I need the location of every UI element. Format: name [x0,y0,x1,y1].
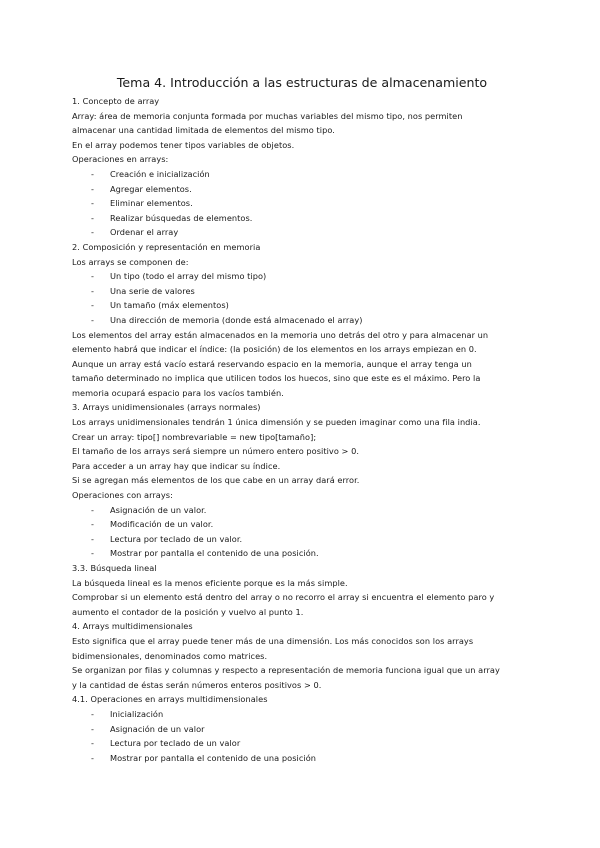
list-item: - Lectura por teclado de un valor [72,736,532,751]
list-item: - Ordenar el array [72,225,532,240]
list-item: - Una serie de valores [72,284,532,299]
multidimensional-operations-list [72,707,532,765]
unidimensional-operations-list [72,503,532,561]
list-item: - Agregar elementos. [72,182,532,197]
list-item: - Lectura por teclado de un valor. [72,532,532,547]
section-heading: 4. Arrays multidimensionales [72,621,193,632]
list-item: - Asignación de un valor. [72,503,532,518]
paragraph-line: Los arrays se componen de: [72,256,189,267]
list-item: - Creación e inicialización [72,167,532,182]
list-item: - Mostrar por pantalla el contenido de una posición. [72,546,532,561]
list-heading: Operaciones con arrays: [72,490,173,501]
list-item: - Eliminar elementos. [72,196,532,211]
list-item: - Realizar búsquedas de elementos. [72,211,532,226]
paragraph-line: En el array podemos tener tipos variables de objetos. [72,139,295,150]
paragraph-line: El tamaño de los arrays será siempre un número entero positivo > 0. [72,446,360,457]
paragraph-line: Si se agregan más elementos de los que cabe en un array dará error. [72,475,360,486]
list-item: - Una dirección de memoria (donde está almacenado el array) [72,313,532,328]
paragraph-line: Los elementos del array están almacenados en la memoria uno detrás del otro y para almacenar un [72,329,489,340]
paragraph-line: memoria ocupará espacio para los vacíos también. [72,387,284,398]
paragraph-line: Crear un array: tipo[] nombrevariable = new tipo[tamaño]; [72,431,317,442]
paragraph-line: La búsqueda lineal es la menos eficiente porque es la más simple. [72,577,348,588]
array-components-list [72,269,532,327]
paragraph-line: Aunque un array está vacío estará reservando espacio en la memoria, aunque el array tenga un [72,358,472,369]
list-item: - Un tipo (todo el array del mismo tipo) [72,269,532,284]
section-heading: 3. Arrays unidimensionales (arrays normales) [72,402,261,413]
document-title: Tema 4. Introducción a las estructuras de almacenamiento [116,75,488,90]
list-heading: Operaciones en arrays: [72,154,169,165]
paragraph-line: Se organizan por filas y columnas y respecto a representación de memoria funciona igual que un array [72,665,500,676]
paragraph-line: elemento habrá que indicar el índice: (la posición) de los elementos en los arrays empiezan en 0. [72,344,477,355]
section-heading: 3.3. Búsqueda lineal [72,563,157,573]
list-item: - Inicialización [72,707,532,722]
list-item: - Mostrar por pantalla el contenido de una posición [72,751,532,766]
paragraph-line: Esto significa que el array puede tener más de una dimensión. Los más conocidos son los arrays [72,635,474,646]
section-heading: 1. Concepto de array [72,96,160,106]
document-page [72,74,532,765]
list-item: - Un tamaño (máx elementos) [72,298,532,313]
list-item: - Asignación de un valor [72,722,532,737]
section-heading: 4.1. Operaciones en arrays multidimensionales [72,694,268,705]
paragraph-line: bidimensionales, denominados como matrices. [72,650,268,661]
paragraph-line: Array: área de memoria conjunta formada por muchas variables del mismo tipo, nos permiten [72,110,463,121]
paragraph-line: aumento el contador de la posición y vuelvo al punto 1. [72,606,304,617]
paragraph-line: y la cantidad de éstas serán números enteros positivos > 0. [72,679,322,690]
paragraph-line: Los arrays unidimensionales tendrán 1 única dimensión y se pueden imaginar como una fila india. [72,417,481,428]
paragraph-line: almacenar una cantidad limitada de elementos del mismo tipo. [72,125,335,136]
paragraph-line: tamaño determinado no implica que utilicen todos los huecos, sino que este es el máximo. Pero la [72,373,481,384]
section-heading: 2. Composición y representación en memoria [72,241,261,252]
array-operations-list [72,167,532,240]
list-item: - Modificación de un valor. [72,517,532,532]
paragraph-line: Para acceder a un array hay que indicar su índice. [72,460,281,471]
paragraph-line: Comprobar si un elemento está dentro del array o no recorro el array si encuentra el elemento paro y [72,592,495,603]
